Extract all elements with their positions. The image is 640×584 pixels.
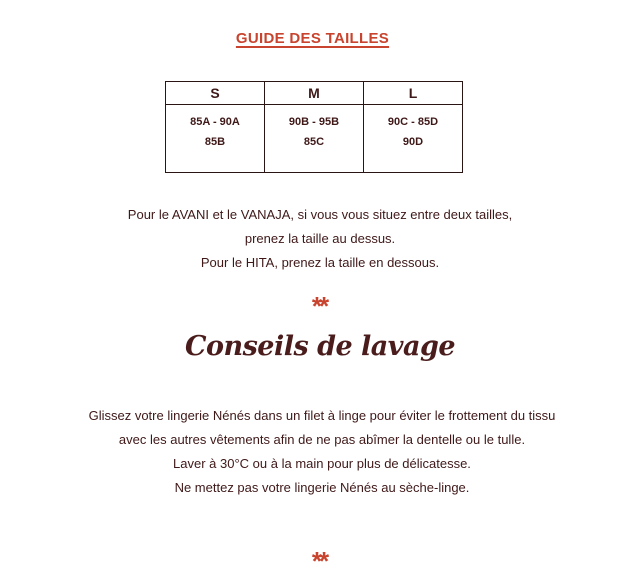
size-note-line3: Pour le HITA, prenez la taille en dessous. bbox=[200, 255, 440, 270]
size-m-line1: 90B - 95B bbox=[288, 116, 340, 128]
size-s-line1: 85A - 90A bbox=[190, 116, 240, 128]
size-note-line2: prenez la taille au dessus. bbox=[244, 231, 396, 246]
care-line-temperature: Laver à 30°C ou à la main pour plus de délicatesse. bbox=[173, 456, 471, 471]
size-header-l: L bbox=[364, 82, 463, 105]
size-m-line2: 85C bbox=[303, 136, 325, 148]
size-header-m: M bbox=[265, 82, 364, 105]
size-l-line1: 90C - 85D bbox=[387, 116, 439, 128]
size-table-row bbox=[166, 105, 463, 173]
size-cell-l bbox=[364, 105, 463, 173]
size-cell-m bbox=[265, 105, 364, 173]
size-note-line1: Pour le AVANI et le VANAJA, si vous vous situez entre deux tailles, bbox=[127, 207, 513, 222]
size-header-s: S bbox=[166, 82, 265, 105]
care-line-dryer: Ne mettez pas votre lingerie Nénés au sèche-linge. bbox=[174, 480, 470, 495]
asterisk-divider-icon: ** bbox=[311, 291, 327, 321]
size-cell-s bbox=[166, 105, 265, 173]
care-title: Conseils de lavage bbox=[184, 331, 456, 362]
size-table bbox=[165, 81, 463, 173]
size-note bbox=[0, 203, 640, 275]
size-l-line2: 90D bbox=[402, 136, 424, 148]
care-instructions bbox=[74, 404, 570, 500]
care-paragraph: Glissez votre lingerie Nénés dans un filet à linge pour éviter le frottement du tissu avec les autres vêtements afin de ne pas abîmer la dentelle ou le tulle. bbox=[88, 408, 556, 447]
size-s-line2: 85B bbox=[204, 136, 226, 148]
size-guide-link[interactable]: GUIDE DES TAILLES bbox=[235, 30, 390, 47]
size-table-header-row bbox=[166, 82, 463, 105]
asterisk-divider-icon-bottom: ** bbox=[311, 546, 327, 576]
